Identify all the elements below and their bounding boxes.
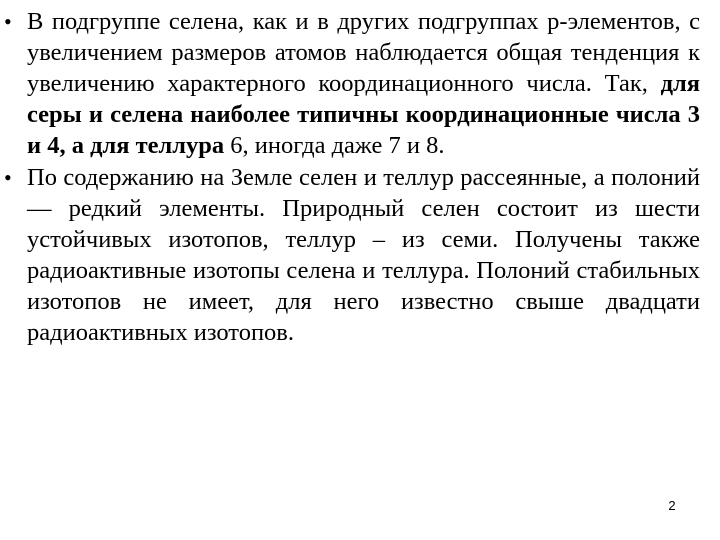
bullet-dot: • bbox=[4, 9, 12, 34]
bullet-item-coordination-numbers bbox=[4, 6, 700, 161]
paragraph-2-text: По содержанию на Земле селен и теллур рассеянные, а полоний — редкий элементы. Природный селен состоит из шести устойчивых изотопов, теллур – из семи. Получены также радиоактивные изотопы селена и теллура. Полоний стабильных изотопов не имеет, для него известно свыше двадцати радиоактивных изотопов. bbox=[27, 164, 700, 346]
bullet-list bbox=[4, 6, 700, 348]
bullet-item-abundance bbox=[4, 162, 700, 348]
paragraph-1-bold-text: для серы и селена наиболее типичны координационные числа 3 и 4, а для теллура bbox=[27, 70, 700, 159]
page-number: 2 bbox=[668, 498, 676, 513]
paragraph-1-text-end: 6, иногда даже 7 и 8. bbox=[230, 132, 445, 159]
bullet-dot: • bbox=[4, 165, 12, 190]
paragraph-1-text: В подгруппе селена, как и в других подгруппах p-элементов, с увеличением размеров атомов наблюдается общая тенденция к увеличению характерного координационного числа. Так, bbox=[27, 8, 700, 97]
